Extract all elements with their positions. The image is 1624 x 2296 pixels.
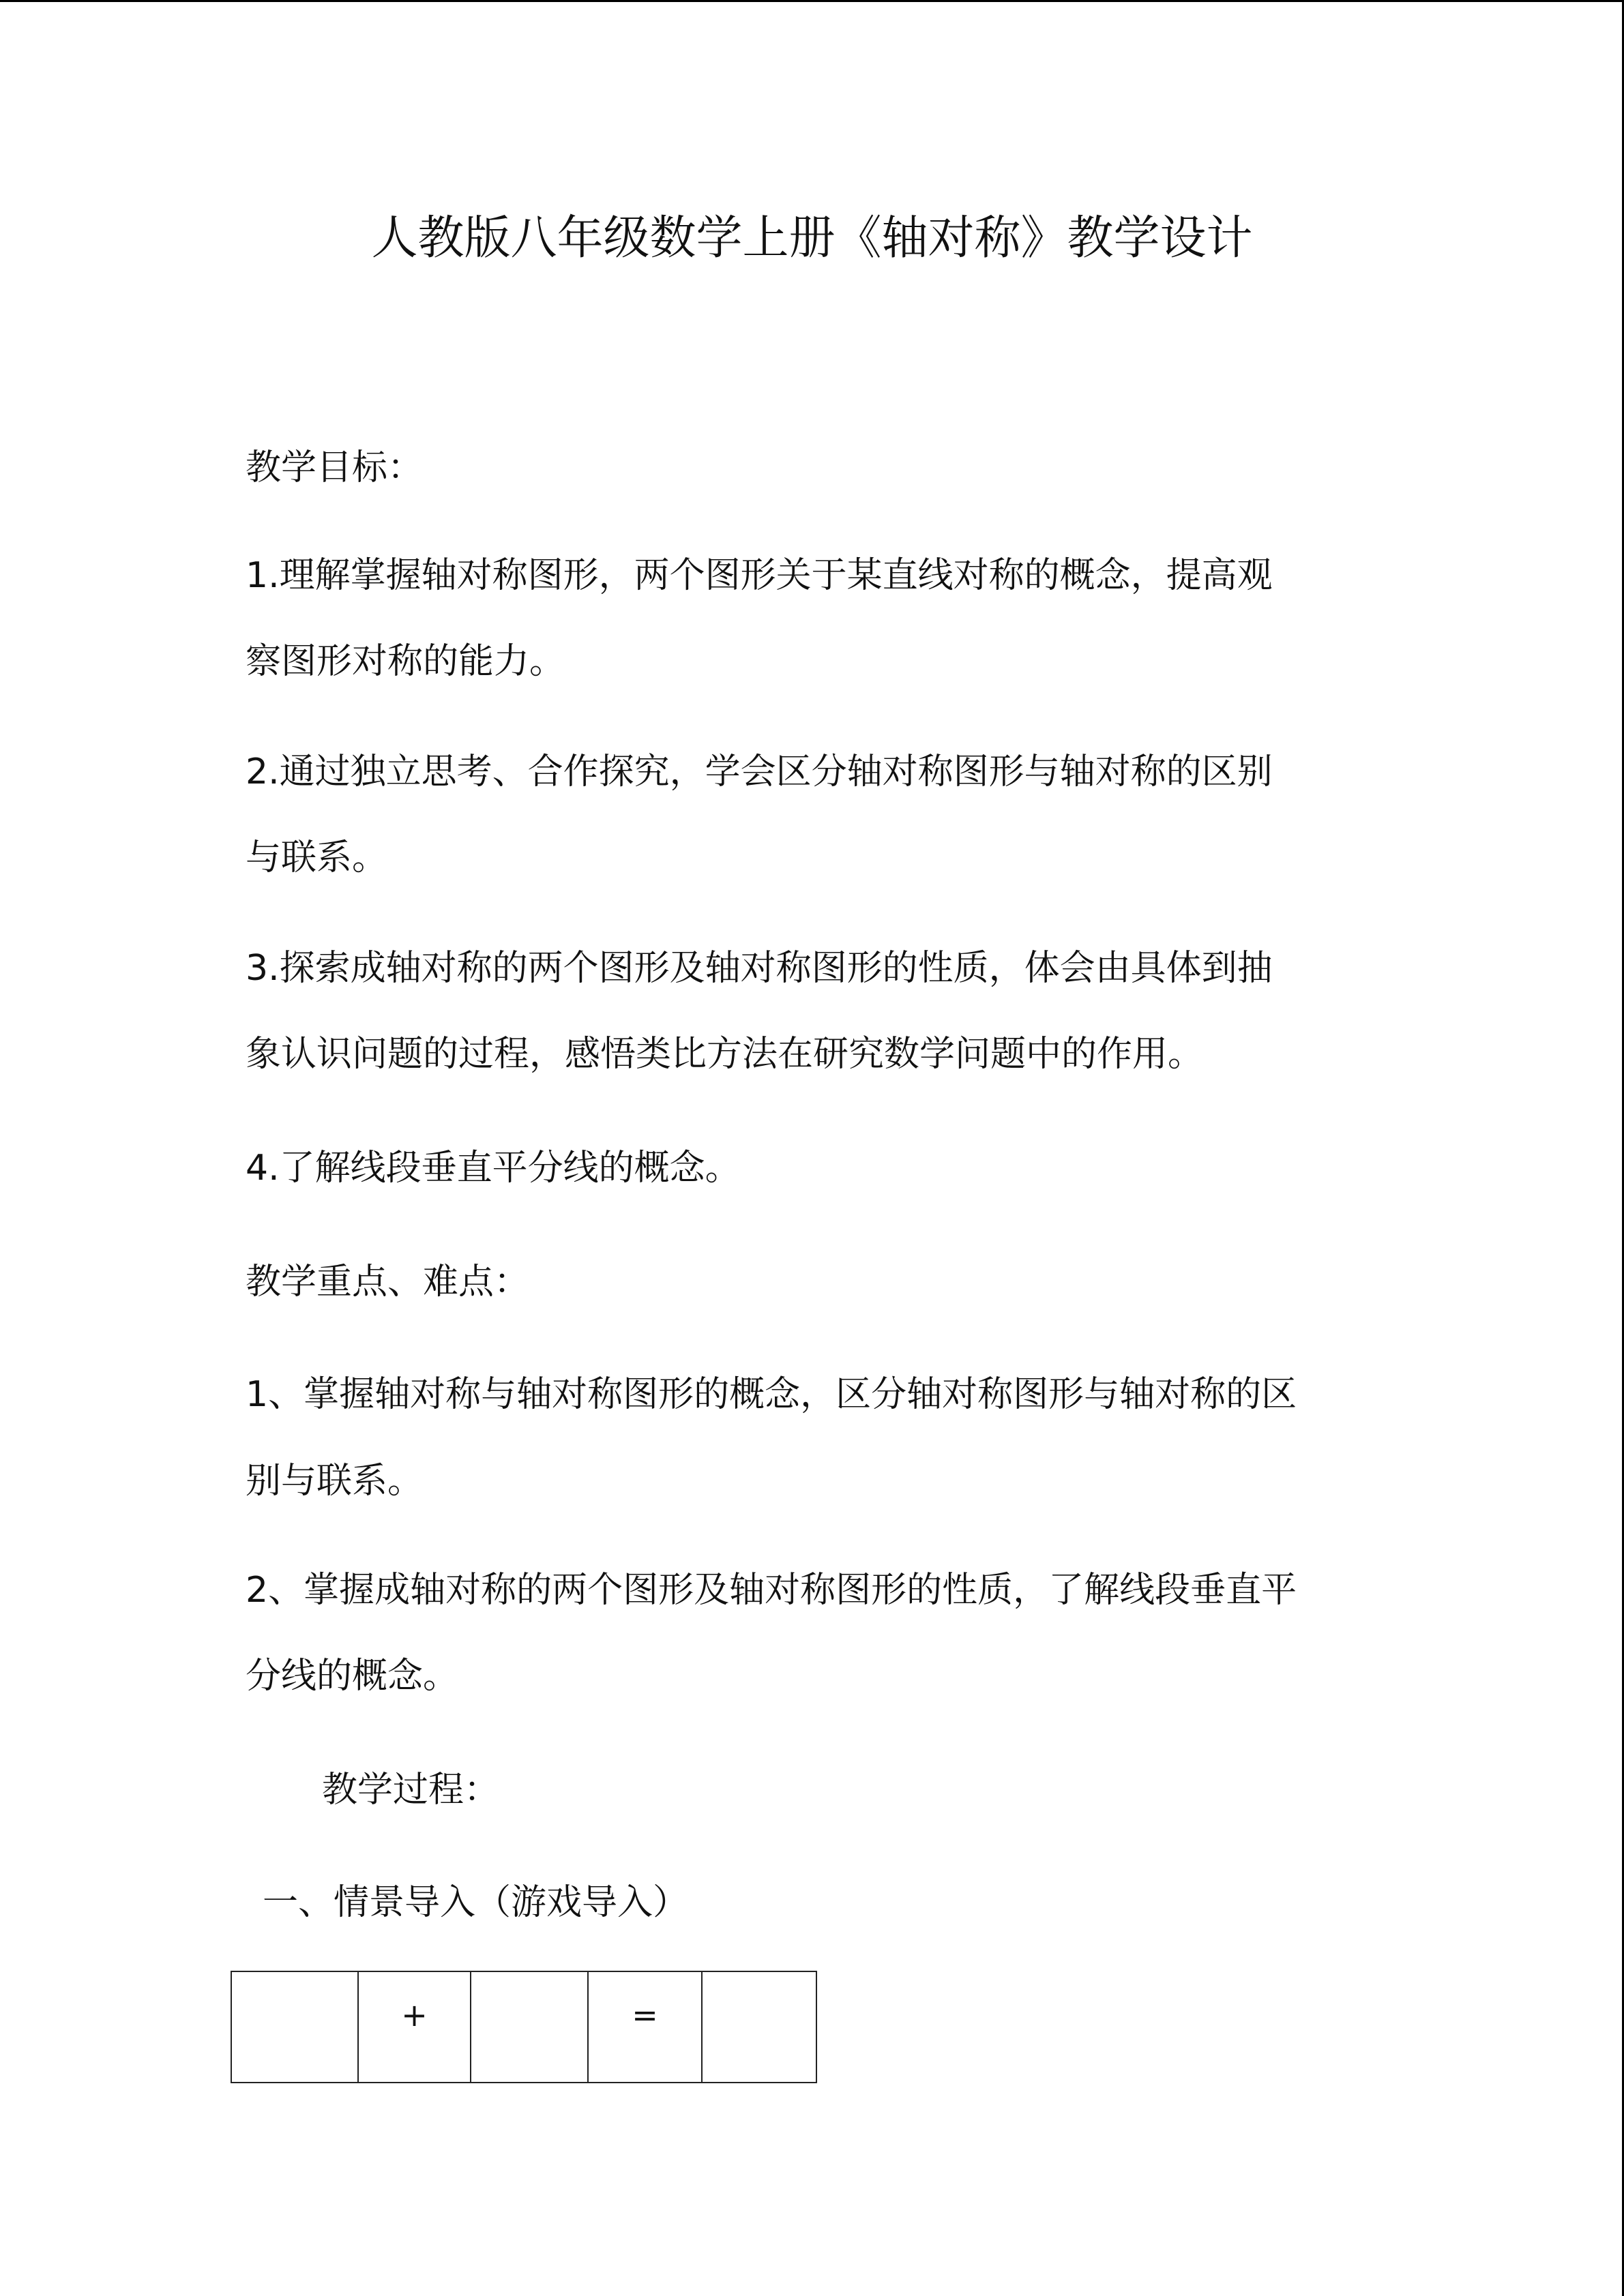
objectives-heading: 教学目标： [246, 447, 424, 488]
equation-table [231, 1971, 817, 2083]
objective-1-line-1: 1.理解掌握轴对称图形，两个图形关于某直线对称的概念，提高观 [246, 555, 1273, 596]
objective-4: 4.了解线段垂直平分线的概念。 [246, 1148, 741, 1189]
process-heading: 教学过程： [322, 1770, 500, 1810]
key-point-1-line-2: 别与联系。 [246, 1461, 424, 1502]
objective-3-line-1: 3.探索成轴对称的两个图形及轴对称图形的性质，体会由具体到抽 [246, 948, 1273, 989]
equals-sign: = [588, 1971, 702, 2083]
objective-1-line-2: 察图形对称的能力。 [246, 641, 565, 682]
key-point-1-line-1: 1、掌握轴对称与轴对称图形的概念，区分轴对称图形与轴对称的区 [246, 1374, 1297, 1415]
section-1-heading: 一、情景导入（游戏导入） [263, 1882, 689, 1923]
key-points-heading: 教学重点、难点： [246, 1262, 530, 1302]
objective-2-line-1: 2.通过独立思考、合作探究，学会区分轴对称图形与轴对称的区别 [246, 751, 1273, 792]
equation-blank-1 [231, 1971, 358, 2083]
plus-sign: + [358, 1971, 471, 2083]
objective-2-line-2: 与联系。 [246, 837, 388, 878]
equation-row [231, 1971, 816, 2083]
document-title: 人教版八年级数学上册《轴对称》教学设计 [371, 211, 1253, 265]
equation-blank-3 [702, 1971, 816, 2083]
key-point-2-line-1: 2、掌握成轴对称的两个图形及轴对称图形的性质，了解线段垂直平 [246, 1570, 1297, 1611]
equation-blank-2 [471, 1971, 588, 2083]
page-border-top [0, 0, 1624, 2]
objective-3-line-2: 象认识问题的过程，感悟类比方法在研究数学问题中的作用。 [246, 1034, 1204, 1075]
key-point-2-line-2: 分线的概念。 [246, 1656, 459, 1697]
